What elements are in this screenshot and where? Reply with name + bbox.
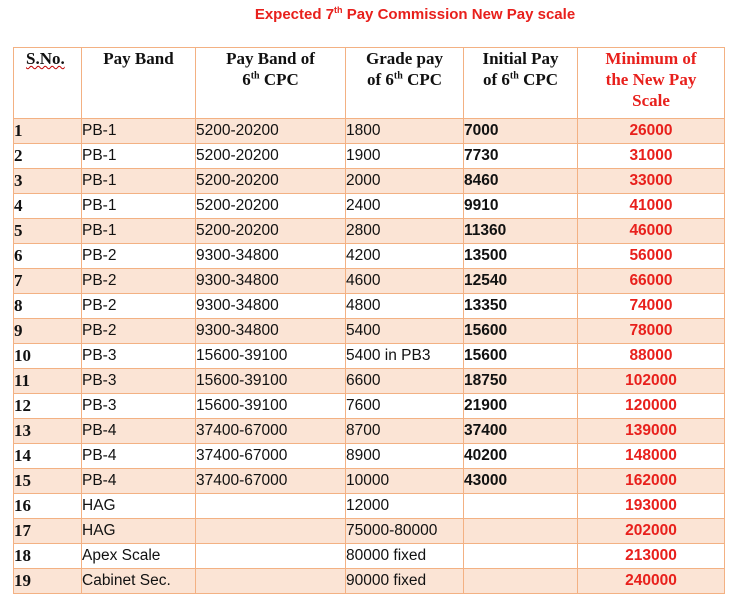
cell-pay-band-range: 37400-67000: [196, 469, 346, 494]
cell-sno: 3: [14, 169, 82, 194]
cell-pay-band-range: 9300-34800: [196, 319, 346, 344]
cell-pay-band: PB-4: [82, 444, 196, 469]
table-row: [14, 519, 725, 544]
cell-pay-band: PB-1: [82, 194, 196, 219]
cell-initial-pay: 13350: [464, 294, 578, 319]
table-row: [14, 294, 725, 319]
table-row: [14, 544, 725, 569]
cell-grade-pay: 7600: [346, 394, 464, 419]
table-row: [14, 369, 725, 394]
cell-pay-band: PB-3: [82, 369, 196, 394]
header-pay-band-6th-cpc: Pay Band of 6th CPC: [196, 48, 346, 119]
cell-sno: 13: [14, 419, 82, 444]
cell-initial-pay: [464, 494, 578, 519]
cell-minimum-pay: 148000: [578, 444, 725, 469]
header-minimum-new-pay: Minimum of the New Pay Scale: [578, 48, 725, 119]
cell-minimum-pay: 139000: [578, 419, 725, 444]
cell-sno: 6: [14, 244, 82, 269]
cell-grade-pay: 90000 fixed: [346, 569, 464, 594]
page-title: Expected 7th Pay Commission New Pay scale: [254, 5, 576, 23]
cell-pay-band-range: 5200-20200: [196, 169, 346, 194]
table-row: [14, 244, 725, 269]
cell-minimum-pay: 102000: [578, 369, 725, 394]
pay-scale-table: [13, 47, 725, 594]
cell-pay-band: PB-1: [82, 119, 196, 144]
cell-pay-band: HAG: [82, 494, 196, 519]
cell-minimum-pay: 120000: [578, 394, 725, 419]
cell-minimum-pay: 56000: [578, 244, 725, 269]
cell-sno: 17: [14, 519, 82, 544]
cell-sno: 4: [14, 194, 82, 219]
header-sno: S.No.: [14, 48, 82, 119]
cell-pay-band-range: 5200-20200: [196, 219, 346, 244]
table-row: [14, 169, 725, 194]
cell-pay-band-range: [196, 544, 346, 569]
cell-grade-pay: 4200: [346, 244, 464, 269]
table-row: [14, 494, 725, 519]
cell-pay-band-range: 9300-34800: [196, 269, 346, 294]
cell-grade-pay: 2000: [346, 169, 464, 194]
cell-grade-pay: 4800: [346, 294, 464, 319]
cell-pay-band-range: 37400-67000: [196, 419, 346, 444]
cell-pay-band-range: 15600-39100: [196, 369, 346, 394]
cell-pay-band: HAG: [82, 519, 196, 544]
cell-pay-band: Cabinet Sec.: [82, 569, 196, 594]
cell-initial-pay: 8460: [464, 169, 578, 194]
cell-initial-pay: 15600: [464, 344, 578, 369]
cell-pay-band: Apex Scale: [82, 544, 196, 569]
cell-minimum-pay: 31000: [578, 144, 725, 169]
cell-initial-pay: [464, 519, 578, 544]
cell-grade-pay: 10000: [346, 469, 464, 494]
cell-sno: 15: [14, 469, 82, 494]
cell-initial-pay: 21900: [464, 394, 578, 419]
cell-minimum-pay: 41000: [578, 194, 725, 219]
header-row: [14, 48, 725, 119]
cell-pay-band: PB-3: [82, 344, 196, 369]
cell-minimum-pay: 202000: [578, 519, 725, 544]
cell-grade-pay: 5400: [346, 319, 464, 344]
cell-pay-band: PB-2: [82, 294, 196, 319]
cell-minimum-pay: 240000: [578, 569, 725, 594]
cell-sno: 9: [14, 319, 82, 344]
cell-pay-band: PB-3: [82, 394, 196, 419]
cell-sno: 8: [14, 294, 82, 319]
cell-sno: 18: [14, 544, 82, 569]
header-grade-pay: Grade pay of 6th CPC: [346, 48, 464, 119]
cell-sno: 10: [14, 344, 82, 369]
cell-grade-pay: 5400 in PB3: [346, 344, 464, 369]
cell-initial-pay: 15600: [464, 319, 578, 344]
cell-initial-pay: [464, 569, 578, 594]
cell-pay-band-range: 15600-39100: [196, 344, 346, 369]
cell-grade-pay: 1900: [346, 144, 464, 169]
cell-minimum-pay: 78000: [578, 319, 725, 344]
table-row: [14, 469, 725, 494]
cell-initial-pay: 13500: [464, 244, 578, 269]
cell-pay-band: PB-1: [82, 144, 196, 169]
cell-sno: 5: [14, 219, 82, 244]
cell-grade-pay: 8900: [346, 444, 464, 469]
cell-sno: 11: [14, 369, 82, 394]
cell-pay-band: PB-2: [82, 319, 196, 344]
cell-initial-pay: 7730: [464, 144, 578, 169]
table-row: [14, 444, 725, 469]
cell-initial-pay: 43000: [464, 469, 578, 494]
cell-initial-pay: 37400: [464, 419, 578, 444]
cell-pay-band-range: 37400-67000: [196, 444, 346, 469]
cell-pay-band-range: 5200-20200: [196, 144, 346, 169]
cell-minimum-pay: 33000: [578, 169, 725, 194]
cell-minimum-pay: 213000: [578, 544, 725, 569]
cell-pay-band: PB-1: [82, 219, 196, 244]
cell-pay-band: PB-2: [82, 244, 196, 269]
table-row: [14, 119, 725, 144]
table-row: [14, 394, 725, 419]
cell-grade-pay: 1800: [346, 119, 464, 144]
cell-grade-pay: 2800: [346, 219, 464, 244]
cell-sno: 16: [14, 494, 82, 519]
cell-initial-pay: [464, 544, 578, 569]
table-row: [14, 219, 725, 244]
cell-grade-pay: 80000 fixed: [346, 544, 464, 569]
cell-pay-band-range: 15600-39100: [196, 394, 346, 419]
cell-pay-band: PB-4: [82, 419, 196, 444]
cell-pay-band-range: 5200-20200: [196, 194, 346, 219]
cell-initial-pay: 7000: [464, 119, 578, 144]
cell-pay-band-range: [196, 494, 346, 519]
cell-pay-band-range: [196, 519, 346, 544]
cell-pay-band-range: 9300-34800: [196, 244, 346, 269]
cell-grade-pay: 75000-80000: [346, 519, 464, 544]
cell-pay-band: PB-2: [82, 269, 196, 294]
cell-grade-pay: 8700: [346, 419, 464, 444]
cell-sno: 12: [14, 394, 82, 419]
cell-initial-pay: 11360: [464, 219, 578, 244]
cell-minimum-pay: 46000: [578, 219, 725, 244]
cell-initial-pay: 9910: [464, 194, 578, 219]
cell-minimum-pay: 88000: [578, 344, 725, 369]
cell-sno: 19: [14, 569, 82, 594]
cell-initial-pay: 12540: [464, 269, 578, 294]
cell-pay-band: PB-4: [82, 469, 196, 494]
cell-sno: 14: [14, 444, 82, 469]
cell-grade-pay: 12000: [346, 494, 464, 519]
cell-sno: 1: [14, 119, 82, 144]
table-row: [14, 319, 725, 344]
cell-pay-band-range: 9300-34800: [196, 294, 346, 319]
cell-pay-band-range: [196, 569, 346, 594]
cell-sno: 7: [14, 269, 82, 294]
cell-initial-pay: 40200: [464, 444, 578, 469]
table-row: [14, 269, 725, 294]
table-row: [14, 569, 725, 594]
cell-sno: 2: [14, 144, 82, 169]
cell-minimum-pay: 66000: [578, 269, 725, 294]
cell-minimum-pay: 26000: [578, 119, 725, 144]
cell-minimum-pay: 162000: [578, 469, 725, 494]
table-row: [14, 194, 725, 219]
cell-minimum-pay: 74000: [578, 294, 725, 319]
cell-grade-pay: 2400: [346, 194, 464, 219]
cell-pay-band: PB-1: [82, 169, 196, 194]
table-row: [14, 144, 725, 169]
table-row: [14, 419, 725, 444]
cell-grade-pay: 4600: [346, 269, 464, 294]
table-row: [14, 344, 725, 369]
header-initial-pay: Initial Pay of 6th CPC: [464, 48, 578, 119]
cell-pay-band-range: 5200-20200: [196, 119, 346, 144]
cell-grade-pay: 6600: [346, 369, 464, 394]
cell-initial-pay: 18750: [464, 369, 578, 394]
cell-minimum-pay: 193000: [578, 494, 725, 519]
header-pay-band: Pay Band: [82, 48, 196, 119]
